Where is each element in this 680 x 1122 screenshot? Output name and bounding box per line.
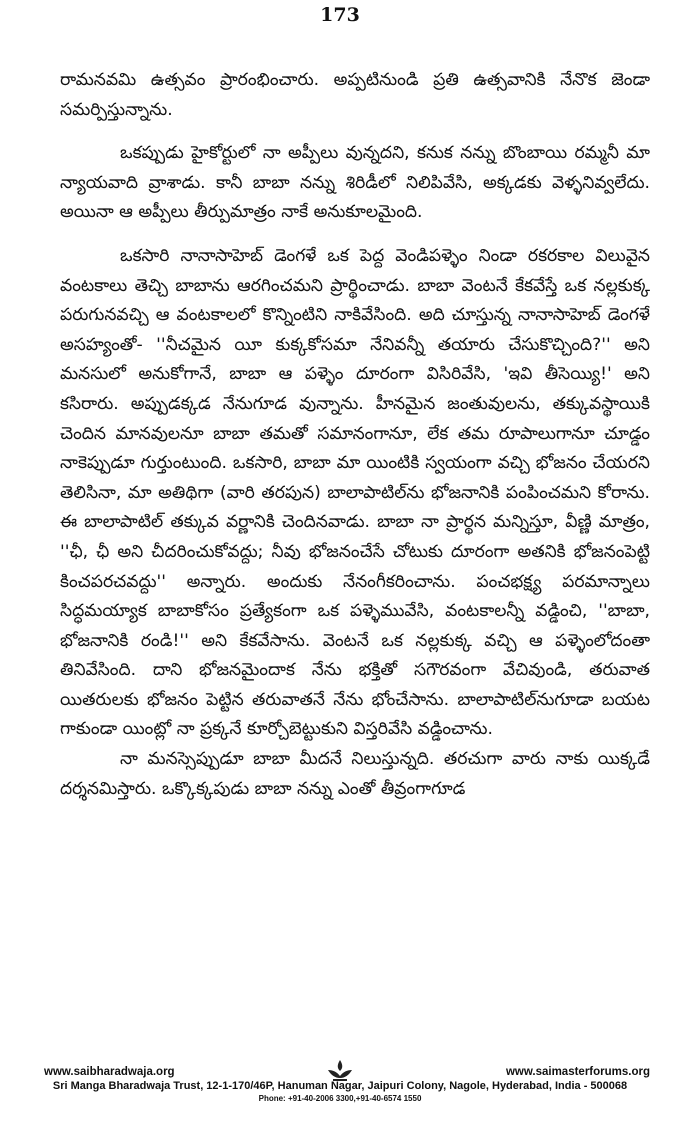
paragraph-2-text: ఒకప్పుడు హైకోర్టులో నా అప్పీలు వున్నదని, కనుక నన్ను బొంబాయి రమ్మనీ మా న్యాయవాది వ్రాశాడు. కానీ బాబా నన్ను శిరిడీలో నిలిపివేసి, అక్కడకు వెళ్ళనివ్వలేదు. అయినా ఆ అప్పీలు తీర్పుమాత్రం నాకే అనుకూలమైంది. [60,143,650,223]
lotus-flame-logo-icon [325,1058,355,1082]
body-text [60,66,650,804]
page-footer [0,1058,680,1122]
paragraph-3 [60,242,650,745]
paragraph-1-text: రామనవమి ఉత్సవం ప్రారంభించారు. అప్పటినుండి ప్రతి ఉత్సవానికి నేనొక జెండా సమర్పిస్తున్నాను. [60,70,650,120]
footer-phone: Phone: +91-40-2006 3300,+91-40-6574 1550 [258,1094,422,1103]
footer-url-right: www.saimasterforums.org [505,1066,650,1078]
paragraph-1 [60,66,650,125]
paragraph-2 [60,139,650,228]
paragraph-4 [60,745,650,804]
footer-address: Sri Manga Bharadwaja Trust, 12-1-170/46P, Hanuman Nagar, Jaipuri Colony, Nagole, Hyderabad, India - 500068 [52,1080,628,1092]
paragraph-4-text: నా మనస్సెప్పుడూ బాబా మీదనే నిలుస్తున్నది. తరచుగా వారు నాకు యిక్కడే దర్శనమిస్తారు. ఒక్కొక్కపుడు బాబా నన్ను ఎంతో తీవ్రంగాగూడ [60,749,650,799]
page-number: 173 [320,4,360,26]
footer-url-left: www.saibharadwaja.org [44,1066,175,1078]
paragraph-3-text: ఒకసారి నానాసాహెబ్ డెంగళే ఒక పెద్ద వెండిపళ్ళెం నిండా రకరకాల విలువైన వంటకాలు తెచ్చి బాబాను ఆరగించమని ప్రార్థించాడు. బాబా వెంటనే కేకవేస్తే ఒక నల్లకుక్క పరుగునవచ్చి ఆ వంటకాలలో కొన్నింటిని నాకివేసింది. అది చూస్తున్న నానాసాహెబ్ డెంగళే అసహ్యంతో- ''నీచమైన యీ కుక్కకోసమా నేనివన్నీ తయారు చేసుకొచ్చింది?'' అని మనసులో అనుకోగానే, బాబా ఆ పళ్ళెం దూరంగా విసిరివేసి, 'ఇవి తీసెయ్యి!' అని కసిరారు. అప్పుడక్కడ నేనుగూడ వున్నాను. హీనమైన జంతువులను, తక్కువస్థాయికి చెందిన మానవులనూ బాబా తమతో సమానంగానూ, లేక తమ రూపాలుగానూ చూడ్డం నాకెప్పుడూ గుర్తుంటుంది. ఒకసారి, బాబా మా యింటికి స్వయంగా వచ్చి భోజనం చేయరని తెలిసినా, మా అతిథిగా (వారి తరపున) బాలాపాటిల్‌ను భోజనానికి పంపించమని కోరాను. ఈ బాలాపాటిల్ తక్కువ వర్ణానికి చెందినవాడు. బాబా నా ప్రార్థన మన్నిస్తూ, వీణ్ణి మాత్రం, ''ఛీ, ఛీ అని చీదరించుకోవద్దు; నీవు భోజనంచేసే చోటుకు దూరంగా అతనికి భోజనంపెట్టి కించపరచవద్దు'' అన్నారు. అందుకు నేనంగీకరించాను. పంచభక్ష్య పరమాన్నాలు సిద్ధమయ్యాక బాబాకోసం ప్రత్యేకంగా ఒక పళ్ళెమువేసి, వంటకాలన్నీ వడ్డించి, ''బాబా, భోజనానికి రండి!'' అని కేకవేసాను. వెంటనే ఒక నల్లకుక్క వచ్చి ఆ పళ్ళెంలోదంతా తినివేసింది. దాని భోజనమైందాక నేను భక్తితో సగౌరవంగా వేచివుండి, తరువాత యితరులకు భోజనం పెట్టిన తరువాతనే నేను భోంచేసాను. బాలాపాటిల్‌నుగూడా బయట గాకుండా యింట్లో నా ప్రక్కనే కూర్చోబెట్టుకుని విస్తరివేసి వడ్డించాను. [60,245,650,740]
